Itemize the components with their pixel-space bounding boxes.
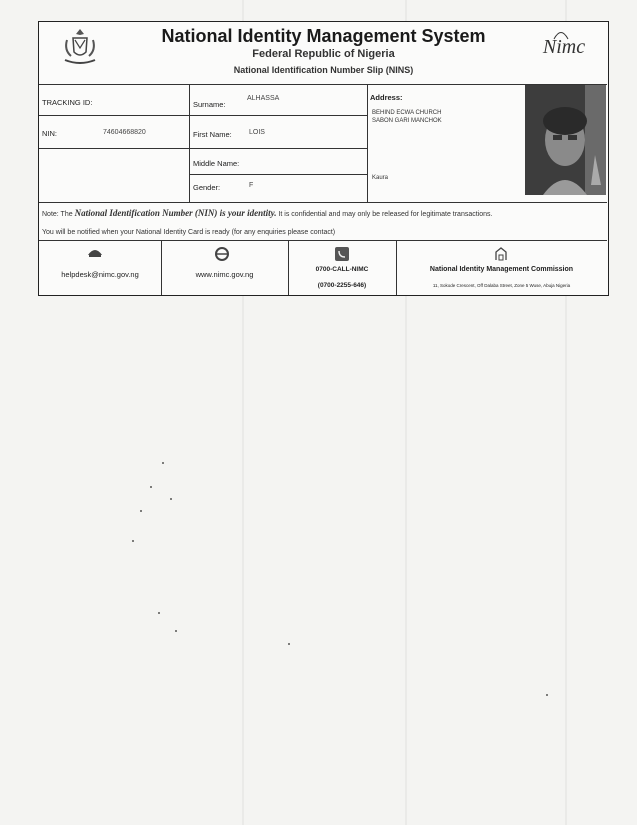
first-name-label: First Name: <box>193 130 232 139</box>
page-title: National Identity Management System <box>161 26 486 46</box>
note-line-1 <box>42 208 492 218</box>
phone-number-alt: (0700-2255-646) <box>317 282 367 289</box>
web-icon <box>214 246 230 262</box>
tracking-id-label: TRACKING ID: <box>42 98 93 107</box>
nin-slip <box>38 21 609 296</box>
note-prefix: Note: The <box>42 211 73 218</box>
nin-label: NIN: <box>42 129 57 138</box>
middle-name-label: Middle Name: <box>193 159 240 168</box>
first-name-value: LOIS <box>249 129 265 136</box>
website-link: www.nimc.gov.ng <box>195 270 254 279</box>
org-name: National Identity Management Commission <box>429 266 574 273</box>
address-label: Address: <box>370 93 403 102</box>
helpdesk-email: helpdesk@nimc.gov.ng <box>61 270 139 279</box>
gender-value: F <box>249 182 254 189</box>
email-icon <box>87 247 103 259</box>
surname-label: Surname: <box>193 100 226 109</box>
nimc-logo-text: Nimc <box>542 36 586 58</box>
subtitle: Federal Republic of Nigeria <box>252 48 395 60</box>
note-line-2: You will be notified when your National Identity Card is ready (for any enquiries please contact) <box>42 229 336 236</box>
surname-value: ALHASSA <box>247 95 280 102</box>
phone-number: 0700-CALL-NIMC <box>315 266 369 273</box>
nin-value: 74604668820 <box>103 129 146 136</box>
note-emphasis: National Identification Number (NIN) is your identity. <box>74 208 277 218</box>
nimc-logo-icon <box>534 28 594 68</box>
passport-photo <box>525 85 606 195</box>
address-line-3: Kaura <box>372 175 389 181</box>
slip-title: National Identification Number Slip (NINS) <box>233 65 414 75</box>
portrait-image <box>525 85 606 195</box>
building-icon <box>494 247 508 261</box>
phone-icon <box>334 246 350 262</box>
address-line-1: BEHIND ECWA CHURCH <box>372 110 442 116</box>
note-rest: It is confidential and may only be released for legitimate transactions. <box>278 211 493 218</box>
org-address: 11, Sokode Crescent, Off Dalaba Street, Zone 5 Wuse, Abuja Nigeria <box>432 283 571 288</box>
address-line-2: SABON GARI MANCHOK <box>372 118 442 124</box>
gender-label: Gender: <box>193 183 221 192</box>
